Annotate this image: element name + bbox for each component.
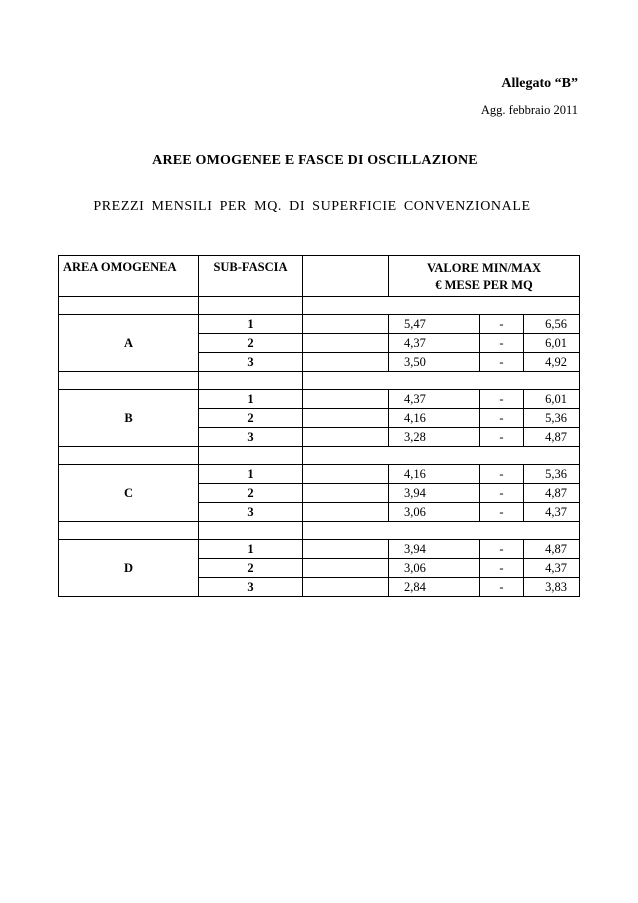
max-value-cell: 5,36 — [524, 465, 580, 484]
spacer-cell — [199, 297, 303, 315]
table-row — [59, 315, 580, 334]
subfascia-cell: 1 — [199, 540, 303, 559]
document-title-text: AREE OMOGENEE E FASCE DI OSCILLAZIONE — [152, 153, 478, 168]
spacer-row — [59, 372, 580, 390]
max-value-cell: 5,36 — [524, 409, 580, 428]
min-value-cell: 3,94 — [389, 540, 480, 559]
spacer-cell — [59, 522, 199, 540]
subfascia-cell: 1 — [199, 465, 303, 484]
min-value-cell: 5,47 — [389, 315, 480, 334]
subfascia-cell: 1 — [199, 390, 303, 409]
subfascia-cell: 3 — [199, 503, 303, 522]
subfascia-cell: 2 — [199, 484, 303, 503]
subfascia-cell: 3 — [199, 428, 303, 447]
spacer-row — [59, 447, 580, 465]
spacer-cell — [59, 372, 199, 390]
max-value-cell: 4,87 — [524, 540, 580, 559]
subfascia-cell: 3 — [199, 578, 303, 597]
max-value-cell: 6,01 — [524, 390, 580, 409]
table-row — [59, 390, 580, 409]
table-header-row — [59, 256, 580, 297]
header-area: AREA OMOGENEA — [59, 256, 199, 297]
blank-cell — [303, 353, 389, 372]
spacer-row — [59, 522, 580, 540]
blank-cell — [303, 484, 389, 503]
dash-cell: - — [480, 559, 524, 578]
blank-cell — [303, 390, 389, 409]
area-cell: C — [59, 465, 199, 522]
spacer-cell — [303, 372, 580, 390]
spacer-cell — [199, 447, 303, 465]
dash-cell: - — [480, 353, 524, 372]
min-value-cell: 3,94 — [389, 484, 480, 503]
table-row — [59, 465, 580, 484]
blank-cell — [303, 334, 389, 353]
header-subfascia: SUB-FASCIA — [199, 256, 303, 297]
table-row — [59, 540, 580, 559]
spacer-cell — [199, 372, 303, 390]
max-value-cell: 4,37 — [524, 503, 580, 522]
spacer-cell — [303, 522, 580, 540]
spacer-cell — [59, 447, 199, 465]
dash-cell: - — [480, 503, 524, 522]
header-valore — [389, 256, 580, 297]
blank-cell — [303, 315, 389, 334]
max-value-cell: 6,01 — [524, 334, 580, 353]
blank-cell — [303, 428, 389, 447]
spacer-cell — [303, 297, 580, 315]
min-value-cell: 4,16 — [389, 465, 480, 484]
min-value-cell: 3,06 — [389, 559, 480, 578]
max-value-cell: 4,92 — [524, 353, 580, 372]
header-blank — [303, 256, 389, 297]
blank-cell — [303, 503, 389, 522]
dash-cell: - — [480, 540, 524, 559]
subfascia-cell: 2 — [199, 409, 303, 428]
max-value-cell: 4,37 — [524, 559, 580, 578]
min-value-cell: 3,50 — [389, 353, 480, 372]
min-value-cell: 3,06 — [389, 503, 480, 522]
dash-cell: - — [480, 465, 524, 484]
area-cell: B — [59, 390, 199, 447]
dash-cell: - — [480, 315, 524, 334]
spacer-cell — [199, 522, 303, 540]
blank-cell — [303, 559, 389, 578]
header-valore-line1: VALORE MIN/MAX — [426, 261, 541, 275]
attachment-label: Allegato “B” — [501, 76, 578, 91]
dash-cell: - — [480, 334, 524, 353]
document-subtitle — [0, 199, 638, 215]
min-value-cell: 3,28 — [389, 428, 480, 447]
blank-cell — [303, 578, 389, 597]
area-cell: A — [59, 315, 199, 372]
blank-cell — [303, 409, 389, 428]
spacer-cell — [59, 297, 199, 315]
subfascia-cell: 1 — [199, 315, 303, 334]
dash-cell: - — [480, 390, 524, 409]
spacer-cell — [303, 447, 580, 465]
max-value-cell: 4,87 — [524, 484, 580, 503]
dash-cell: - — [480, 428, 524, 447]
subfascia-cell: 3 — [199, 353, 303, 372]
area-cell: D — [59, 540, 199, 597]
min-value-cell: 4,16 — [389, 409, 480, 428]
blank-cell — [303, 465, 389, 484]
min-value-cell: 4,37 — [389, 390, 480, 409]
blank-cell — [303, 540, 389, 559]
dash-cell: - — [480, 578, 524, 597]
header-valore-line2: € MESE PER MQ — [435, 278, 533, 292]
document-title — [0, 153, 638, 169]
price-table — [58, 255, 580, 597]
min-value-cell: 4,37 — [389, 334, 480, 353]
max-value-cell: 4,87 — [524, 428, 580, 447]
max-value-cell: 3,83 — [524, 578, 580, 597]
subfascia-cell: 2 — [199, 559, 303, 578]
dash-cell: - — [480, 484, 524, 503]
spacer-row — [59, 297, 580, 315]
subfascia-cell: 2 — [199, 334, 303, 353]
update-date: Agg. febbraio 2011 — [480, 103, 578, 117]
document-subtitle-text: PREZZI MENSILI PER MQ. DI SUPERFICIE CONVENZIONALE — [93, 199, 531, 214]
min-value-cell: 2,84 — [389, 578, 480, 597]
max-value-cell: 6,56 — [524, 315, 580, 334]
dash-cell: - — [480, 409, 524, 428]
